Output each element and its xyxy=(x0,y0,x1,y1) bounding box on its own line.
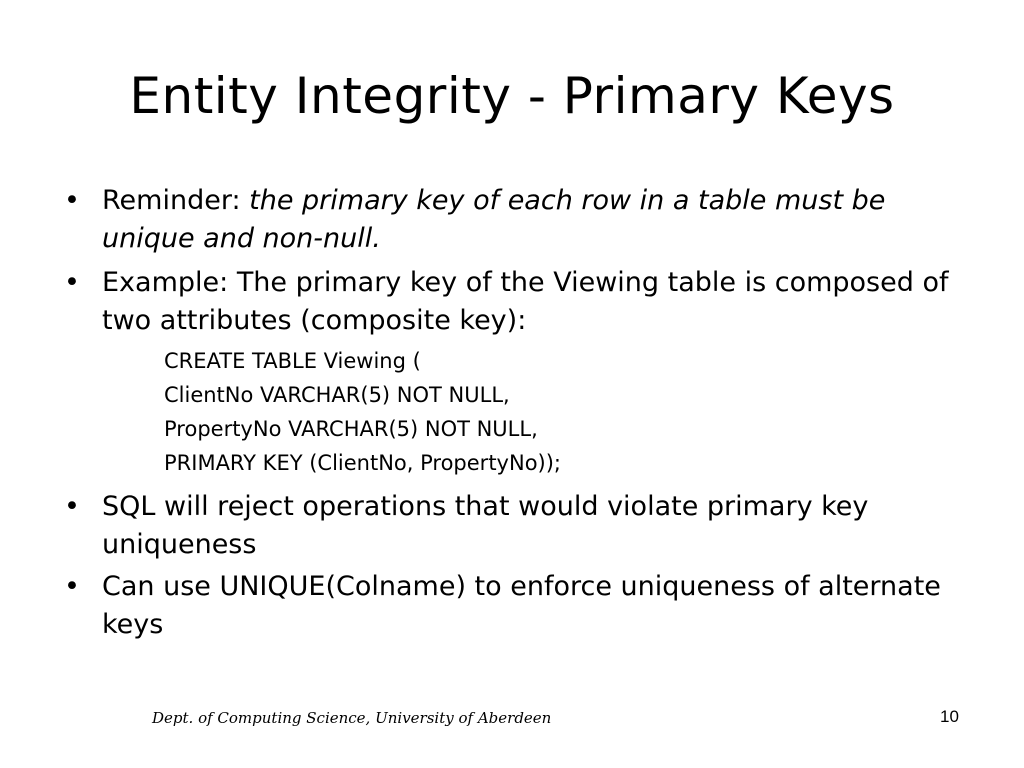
bullet-unique-text: Can use UNIQUE(Colname) to enforce uniqueness of alternate keys xyxy=(102,571,941,640)
bullet-unique xyxy=(60,568,980,644)
bullet-example xyxy=(60,264,980,340)
code-line: PRIMARY KEY (ClientNo, PropertyNo)); xyxy=(164,451,562,475)
slide-body xyxy=(60,182,980,644)
code-line: PropertyNo VARCHAR(5) NOT NULL, xyxy=(164,417,538,441)
bullet-marker: • xyxy=(64,491,80,522)
code-line: ClientNo VARCHAR(5) NOT NULL, xyxy=(164,383,510,407)
bullet-marker: • xyxy=(64,267,80,298)
bullet-reminder-prefix: Reminder: xyxy=(102,185,250,216)
bullet-sql-reject-text: SQL will reject operations that would violate primary key uniqueness xyxy=(102,491,869,560)
footer-department: Dept. of Computing Science, University of Aberdeen xyxy=(152,709,552,727)
slide-title: Entity Integrity - Primary Keys xyxy=(129,67,895,125)
sql-code-block xyxy=(60,344,980,480)
bullet-reminder xyxy=(60,182,980,258)
bullet-marker: • xyxy=(64,571,80,602)
code-line: CREATE TABLE Viewing ( xyxy=(164,349,421,373)
page-number: 10 xyxy=(940,707,959,726)
bullet-sql-reject xyxy=(60,488,980,564)
bullet-reminder-emphasis: the primary key of each row in a table must be unique and non-null. xyxy=(102,185,886,254)
bullet-example-text: Example: The primary key of the Viewing table is composed of two attributes (composite key): xyxy=(102,267,949,336)
bullet-marker: • xyxy=(64,185,80,216)
